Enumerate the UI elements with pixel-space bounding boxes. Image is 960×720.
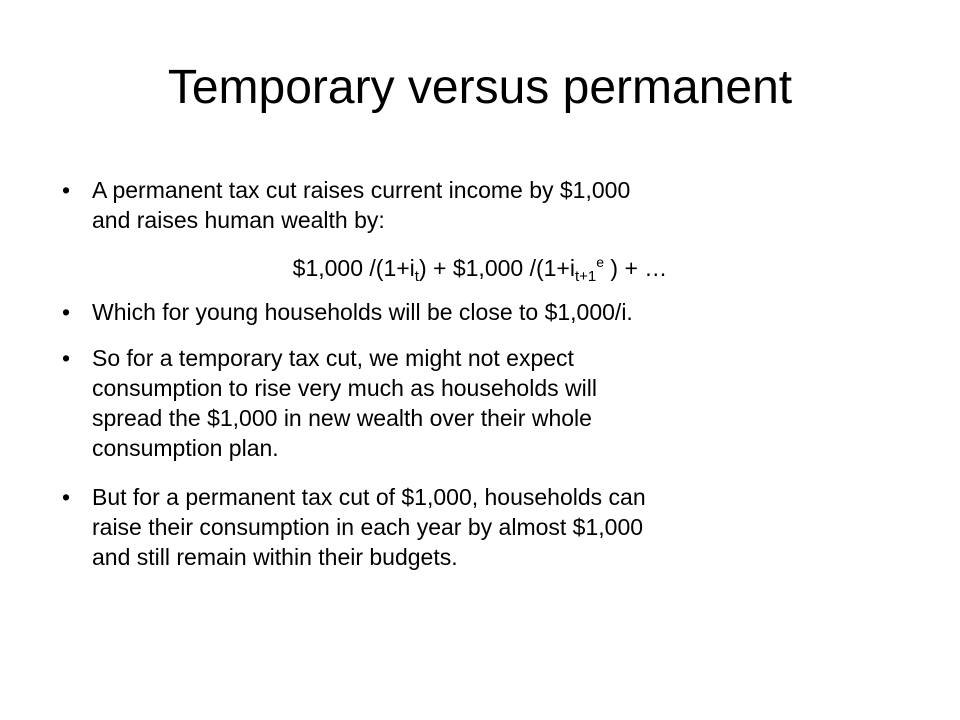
bullet-marker: • xyxy=(61,299,71,325)
formula-text: ) + $1,000 /(1+i xyxy=(418,255,575,281)
bullet-item xyxy=(61,297,872,327)
bullet-line: But for a permanent tax cut of $1,000, households can xyxy=(92,484,646,510)
bullet-line: Which for young households will be close to $1,000/i. xyxy=(92,299,633,325)
bullet-line: consumption plan. xyxy=(92,435,279,461)
bullet-line: spread the $1,000 in new wealth over their whole xyxy=(92,405,592,431)
bullet-line: raise their consumption in each year by almost $1,000 xyxy=(92,514,644,540)
bullet-line: So for a temporary tax cut, we might not expect xyxy=(92,345,574,371)
bullet-line: consumption to rise very much as households will xyxy=(92,375,597,401)
bullet-line: and raises human wealth by: xyxy=(92,207,385,233)
human-wealth-formula xyxy=(0,253,960,283)
bullet-marker: • xyxy=(61,345,71,371)
bullet-item xyxy=(61,482,872,572)
formula-text: $1,000 /(1+i xyxy=(292,255,415,281)
bullet-marker: • xyxy=(61,177,71,203)
bullet-marker: • xyxy=(61,484,71,510)
bullet-line: A permanent tax cut raises current income by $1,000 xyxy=(92,177,631,203)
formula-subscript: t xyxy=(414,268,419,285)
formula-text: ) + … xyxy=(604,255,668,281)
bullet-item xyxy=(61,175,872,235)
formula-superscript: e xyxy=(596,254,605,270)
slide-title: Temporary versus permanent xyxy=(167,61,793,114)
formula-subscript: t+1 xyxy=(574,268,597,285)
bullet-item xyxy=(61,343,872,463)
bullet-line: and still remain within their budgets. xyxy=(92,544,458,570)
